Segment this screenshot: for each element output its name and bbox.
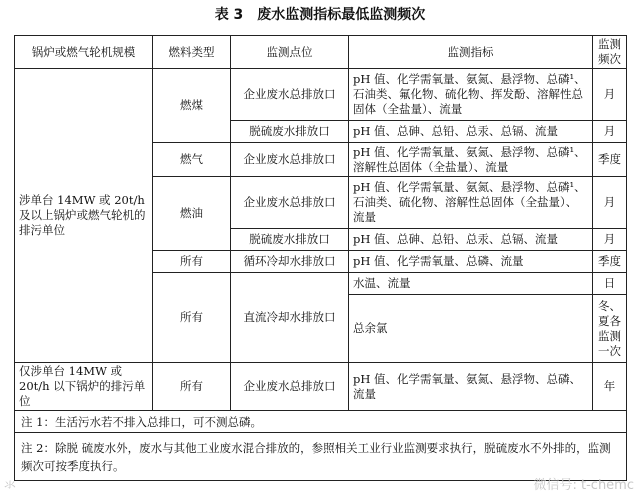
note-row (15, 411, 627, 433)
fuel-gas: 燃气 (153, 143, 231, 177)
point-desulf: 脱硫废水排放口 (231, 121, 349, 143)
freq-winter-summer: 冬、夏各监测一次 (593, 295, 627, 363)
fuel-all: 所有 (153, 363, 231, 411)
header-fuel: 燃料类型 (153, 36, 231, 69)
header-freq: 监测频次 (593, 36, 627, 69)
group2-scale: 仅涉单台 14MW 或 20t/h 以下锅炉的排污单位 (15, 363, 153, 411)
freq-month: 月 (593, 121, 627, 143)
point-enterprise: 企业废水总排放口 (231, 143, 349, 177)
point-direct: 直流冷却水排放口 (231, 273, 349, 363)
point-enterprise: 企业废水总排放口 (231, 69, 349, 121)
freq-month: 月 (593, 177, 627, 229)
watermark-wechat: 微信号: t-chemc (533, 478, 634, 493)
fuel-all: 所有 (153, 273, 231, 363)
point-enterprise: 企业废水总排放口 (231, 363, 349, 411)
indicator-desulf: pH 值、总砷、总铅、总汞、总镉、流量 (349, 121, 593, 143)
indicator-gas-enterprise: pH 值、化学需氧量、氨氮、悬浮物、总磷¹、溶解性总固体（全盐量）、流量 (349, 143, 593, 177)
indicator-coal-enterprise: pH 值、化学需氧量、氨氮、悬浮物、总磷¹、石油类、氟化物、硫化物、挥发酚、溶解性总固体（全盐量）、流量 (349, 69, 593, 121)
freq-month: 月 (593, 229, 627, 251)
indicator-circulating: pH 值、化学需氧量、总磷、流量 (349, 251, 593, 273)
indicator-oil-enterprise: pH 值、化学需氧量、氨氮、悬浮物、总磷¹、石油类、硫化物、溶解性总固体（全盐量）、流量 (349, 177, 593, 229)
fuel-oil: 燃油 (153, 177, 231, 251)
header-indicator: 监测指标 (349, 36, 593, 69)
freq-year: 年 (593, 363, 627, 411)
indicator-direct-chlorine: 总余氯 (349, 295, 593, 363)
table-row (15, 363, 627, 411)
indicator-desulf: pH 值、总砷、总铅、总汞、总镉、流量 (349, 229, 593, 251)
note-2: 注 2：除脱 硫废水外，废水与其他工业废水混合排放的，参照相关工业行业监测要求执行，脱硫废水不外排的，监测频次可按季度执行。 (15, 433, 627, 481)
freq-month: 月 (593, 69, 627, 121)
monitoring-table (14, 35, 627, 481)
fuel-coal: 燃煤 (153, 69, 231, 143)
table-title: 表 3 废水监测指标最低监测频次 (214, 7, 426, 23)
point-enterprise: 企业废水总排放口 (231, 177, 349, 229)
header-scale: 锅炉或燃气轮机规模 (15, 36, 153, 69)
header-row (15, 36, 627, 69)
watermark-left: 氺 (4, 478, 17, 492)
note-1: 注 1：生活污水若不排入总排口，可不测总磷。 (15, 411, 627, 433)
header-point: 监测点位 (231, 36, 349, 69)
freq-quarter: 季度 (593, 143, 627, 177)
indicator-direct-temp: 水温、流量 (349, 273, 593, 295)
table-row (15, 69, 627, 121)
point-circulating: 循环冷却水排放口 (231, 251, 349, 273)
group1-scale: 涉单台 14MW 或 20t/h 及以上锅炉或燃气轮机的排污单位 (15, 69, 153, 363)
freq-day: 日 (593, 273, 627, 295)
freq-quarter: 季度 (593, 251, 627, 273)
fuel-all: 所有 (153, 251, 231, 273)
indicator-small: pH 值、化学需氧量、氨氮、悬浮物、总磷、流量 (349, 363, 593, 411)
point-desulf: 脱硫废水排放口 (231, 229, 349, 251)
